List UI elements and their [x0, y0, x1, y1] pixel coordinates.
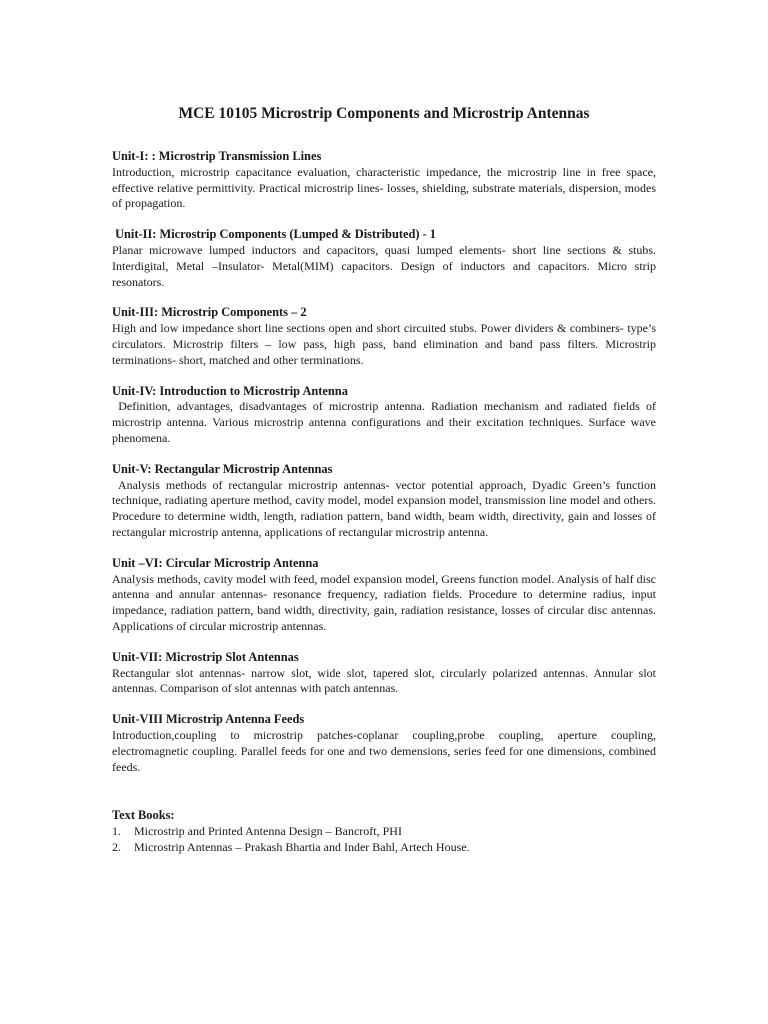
- unit-heading: Unit-V: Rectangular Microstrip Antennas: [112, 461, 333, 476]
- unit-body: Analysis methods of rectangular microstrip antennas- vector potential approach, Dyadic Green’s function technique, radiating aperture method, cavity model, model expansion model, transmission line model and others. Procedure to determine width, length, radiation pattern, band width, beam width, directivity, gain and losses of rectangular microstrip antenna, applications of rectangular microstrip antenna.: [112, 477, 659, 539]
- list-number: 2.: [112, 839, 121, 854]
- book-title: Microstrip and Printed Antenna Design – Bancroft, PHI: [134, 824, 402, 839]
- list-item: [112, 824, 656, 840]
- unit-section-5: [112, 461, 659, 541]
- unit-body: High and low impedance short line sections open and short circuited stubs. Power dividers & combiners- type’s circulators. Microstrip filters – low pass, high pass, band elimination and band pass filters. Microstrip terminations- short, matched and other terminations.: [112, 321, 659, 367]
- unit-heading: Unit-II: Microstrip Components (Lumped & Distributed) - 1: [112, 227, 436, 242]
- document-title: MCE 10105 Microstrip Components and Microstrip Antennas: [178, 105, 590, 122]
- text-books-section: [112, 808, 656, 855]
- unit-section-3: [112, 305, 659, 368]
- book-title: Microstrip Antennas – Prakash Bhartia and Inder Bahl, Artech House.: [134, 839, 470, 854]
- unit-section-1: [112, 149, 659, 212]
- list-number: 1.: [112, 824, 121, 839]
- unit-heading: Unit –VI: Circular Microstrip Antenna: [112, 555, 319, 570]
- unit-body: Planar microwave lumped inductors and capacitors, quasi lumped elements- short line sections & stubs. Interdigital, Metal –Insulator- Metal(MIM) capacitors. Design of inductors and capacitors. Micro strip resonators.: [112, 242, 659, 289]
- unit-body: Introduction, microstrip capacitance evaluation, characteristic impedance, the microstrip line in free space, effective relative permittivity. Practical microstrip lines- losses, shielding, substrate materials, dispersion, modes of propagation.: [112, 164, 659, 211]
- list-item: [112, 840, 656, 856]
- unit-section-7: [112, 649, 659, 697]
- document-page: [112, 104, 660, 856]
- unit-heading: Unit-VIII Microstrip Antenna Feeds: [112, 712, 305, 727]
- unit-body: Definition, advantages, disadvantages of microstrip antenna. Radiation mechanism and radiated fields of microstrip antenna. Various microstrip antenna configurations and their excitation techniques. Surface wave phenomena.: [112, 399, 660, 445]
- unit-section-4: [112, 383, 660, 447]
- unit-body: Rectangular slot antennas- narrow slot, wide slot, tapered slot, circularly polarized antennas. Annular slot antennas. Comparison of slot antennas with patch antennas.: [112, 665, 659, 696]
- unit-section-8: [112, 712, 659, 775]
- unit-section-6: [112, 555, 659, 635]
- unit-heading: Unit-IV: Introduction to Microstrip Antenna: [112, 383, 348, 398]
- text-books-list: [112, 824, 656, 856]
- unit-body: Analysis methods, cavity model with feed, model expansion model, Greens function model. Analysis of half disc antenna and annular antennas- resonance frequency, radiation fields. Procedure to determine radius, input impedance, radiation pattern, band width, directivity, gain, radiation resistance, losses of circular disc antennas. Applications of circular microstrip antennas.: [112, 571, 659, 633]
- unit-body: Introduction,coupling to microstrip patches-coplanar coupling,probe coupling, aperture coupling, electromagnetic coupling. Parallel feeds for one and two demensions, series feed for one dimensions, combined feeds.: [112, 727, 659, 774]
- unit-heading: Unit-I: : Microstrip Transmission Lines: [112, 149, 322, 163]
- unit-section-2: [112, 227, 659, 290]
- text-books-heading: Text Books:: [112, 808, 175, 823]
- unit-heading: Unit-III: Microstrip Components – 2: [112, 305, 307, 320]
- unit-heading: Unit-VII: Microstrip Slot Antennas: [112, 649, 299, 664]
